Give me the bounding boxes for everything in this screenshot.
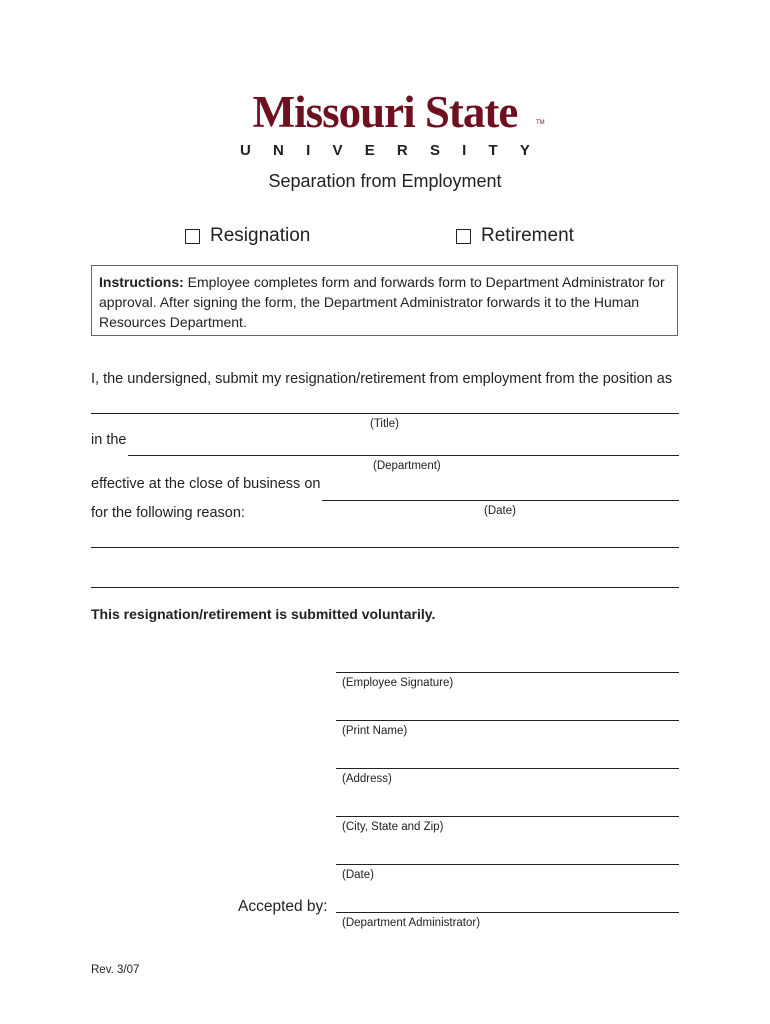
- logo-letter: I: [462, 142, 467, 159]
- voluntary-statement: This resignation/retirement is submitted voluntarily.: [91, 606, 436, 622]
- signature-date-line[interactable]: [336, 864, 679, 865]
- title-caption: (Title): [370, 418, 399, 430]
- logo-letter: E: [364, 142, 375, 159]
- print-name-line[interactable]: [336, 720, 679, 721]
- reason-line-1[interactable]: [91, 547, 679, 548]
- employee-signature-line[interactable]: [336, 672, 679, 673]
- in-the-label: in the: [91, 432, 127, 448]
- logo-letter: T: [488, 142, 498, 159]
- department-caption: (Department): [373, 460, 441, 472]
- date-field-line[interactable]: [322, 500, 679, 501]
- revision-label: Rev. 3/07: [91, 964, 140, 976]
- logo-subtitle: [240, 141, 530, 161]
- logo-letter: S: [429, 142, 440, 159]
- logo-letter: I: [306, 142, 311, 159]
- intro-statement: I, the undersigned, submit my resignation/retirement from employment from the position as: [91, 371, 673, 387]
- print-name-caption: (Print Name): [342, 725, 408, 737]
- instructions-box: [91, 265, 678, 336]
- instructions-label: Instructions:: [99, 274, 184, 290]
- logo-letter: V: [332, 142, 343, 159]
- signature-date-caption: (Date): [342, 869, 374, 881]
- department-field-line[interactable]: [128, 455, 679, 456]
- resignation-checkbox[interactable]: [185, 229, 200, 244]
- resignation-label: Resignation: [210, 225, 311, 246]
- university-logo: Missouri State: [252, 87, 518, 137]
- city-state-zip-line[interactable]: [336, 816, 679, 817]
- address-caption: (Address): [342, 773, 392, 785]
- effective-label: effective at the close of business on: [91, 476, 321, 492]
- reason-line-2[interactable]: [91, 587, 679, 588]
- logo-letter: U: [240, 142, 251, 159]
- form-title: Separation from Employment: [268, 171, 502, 191]
- retirement-option[interactable]: [456, 225, 574, 247]
- instructions-text: Employee completes form and forwards form to Department Administrator for approval. After signing the form, the Department Administrator forwards it to the Human Resources Department.: [99, 274, 665, 330]
- address-line[interactable]: [336, 768, 679, 769]
- resignation-option[interactable]: [185, 225, 310, 247]
- logo-letter: Y: [519, 142, 530, 159]
- employee-signature-caption: (Employee Signature): [342, 677, 454, 689]
- logo-letter: N: [273, 142, 284, 159]
- dept-admin-line[interactable]: [336, 912, 679, 913]
- reason-label: for the following reason:: [91, 505, 245, 521]
- city-state-zip-caption: (City, State and Zip): [342, 821, 444, 833]
- title-field-line[interactable]: [91, 413, 679, 414]
- retirement-checkbox[interactable]: [456, 229, 471, 244]
- logo-letter: R: [396, 142, 408, 159]
- accepted-by-label: Accepted by:: [238, 898, 328, 915]
- retirement-label: Retirement: [481, 225, 574, 246]
- logo-trademark: TM: [536, 120, 545, 126]
- date-caption: (Date): [484, 505, 516, 517]
- dept-admin-caption: (Department Administrator): [342, 917, 481, 929]
